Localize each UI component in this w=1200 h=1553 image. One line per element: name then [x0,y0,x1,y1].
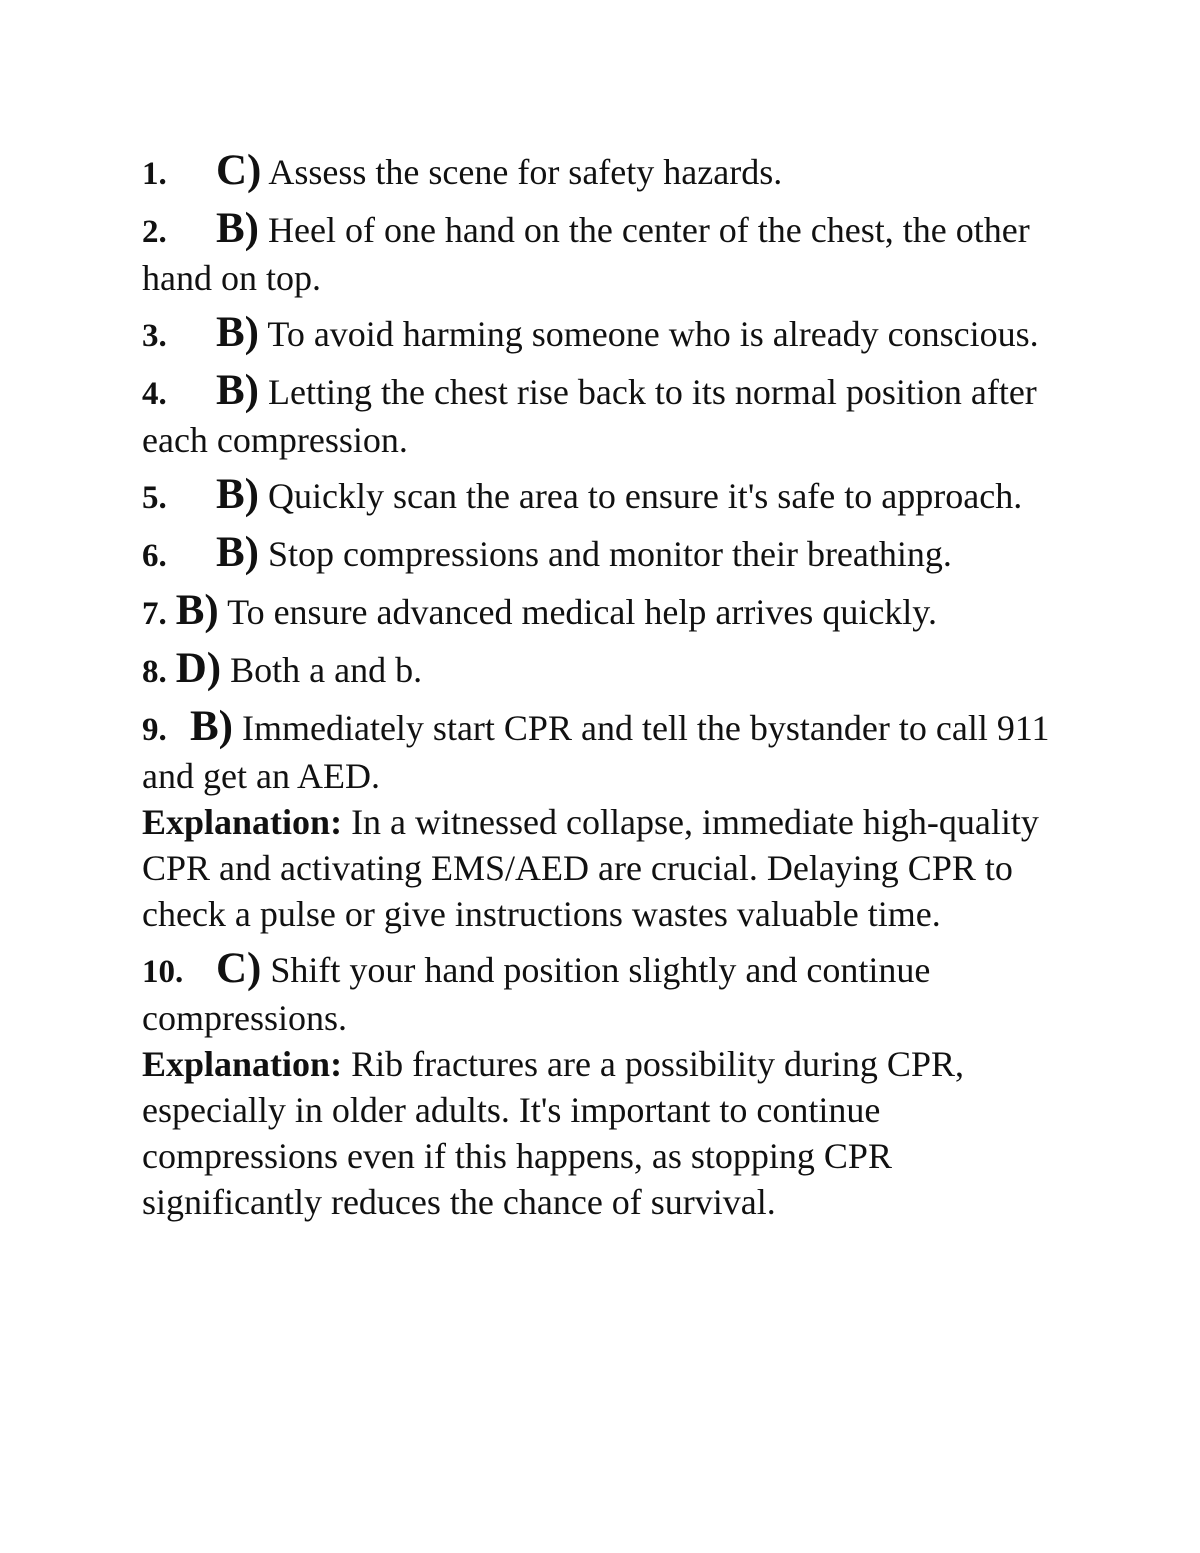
answer-item-3 [142,310,1072,359]
answer-text: Assess the scene for safety hazards. [261,152,783,192]
answer-number: 5. [142,480,167,516]
answer-text: Letting the chest rise back to its normal position after each compression. [142,372,1037,460]
answer-letter: B) [216,205,259,252]
answer-letter: B) [216,529,259,576]
answer-letter: D) [175,645,222,692]
answer-number: 9. [142,712,167,748]
answer-item-7 [142,588,1072,637]
answer-text: Stop compressions and monitor their breathing. [259,534,952,574]
answer-text: To ensure advanced medical help arrives quickly. [218,592,937,632]
answer-list [142,148,1072,1234]
explanation-label: Explanation: [142,802,343,842]
answer-letter: C) [216,945,262,992]
answer-number-gap [167,650,176,690]
answer-item-2 [142,206,1072,301]
answer-letter: B) [175,587,219,634]
answer-item-1 [142,148,1072,197]
answer-text: Heel of one hand on the center of the chest, the other hand on top. [142,210,1030,298]
explanation-10 [142,1041,1072,1225]
answer-letter: B) [216,367,259,414]
answer-number-gap [167,592,176,632]
answer-number: 1. [142,156,167,192]
answer-number: 6. [142,538,167,574]
answer-letter: B) [216,471,259,518]
answer-number: 2. [142,214,167,250]
explanation-text: In a witnessed collapse, immediate high-quality CPR and activating EMS/AED are crucial. Delaying CPR to check a pulse or give instructions wastes valuable time. [142,802,1039,934]
answer-number: 8. [142,654,167,690]
explanation-label: Explanation: [142,1044,343,1084]
answer-text: Quickly scan the area to ensure it's safe to approach. [259,476,1023,516]
answer-text: To avoid harming someone who is already conscious. [259,314,1039,354]
answer-number: 3. [142,318,167,354]
answer-letter: B) [216,309,259,356]
explanation-9 [142,799,1072,937]
answer-text: Shift your hand position slightly and continue compressions. [142,950,931,1038]
answer-item-8 [142,646,1072,695]
answer-letter: C) [216,147,262,194]
answer-item-4 [142,368,1072,463]
answer-letter: B) [190,703,233,750]
answer-item-6 [142,530,1072,579]
answer-number: 10. [142,954,184,990]
answer-item-5 [142,472,1072,521]
answer-number: 7. [142,596,167,632]
answer-item-10 [142,946,1072,1041]
answer-text: Immediately start CPR and tell the bystander to call 911 and get an AED. [142,708,1050,796]
answer-text: Both a and b. [221,650,423,690]
explanation-text: Rib fractures are a possibility during CPR, especially in older adults. It's important to continue compressions even if this happens, as stopping CPR significantly reduces the chance of survival. [142,1044,964,1222]
answer-number: 4. [142,376,167,412]
answer-item-9 [142,704,1072,799]
